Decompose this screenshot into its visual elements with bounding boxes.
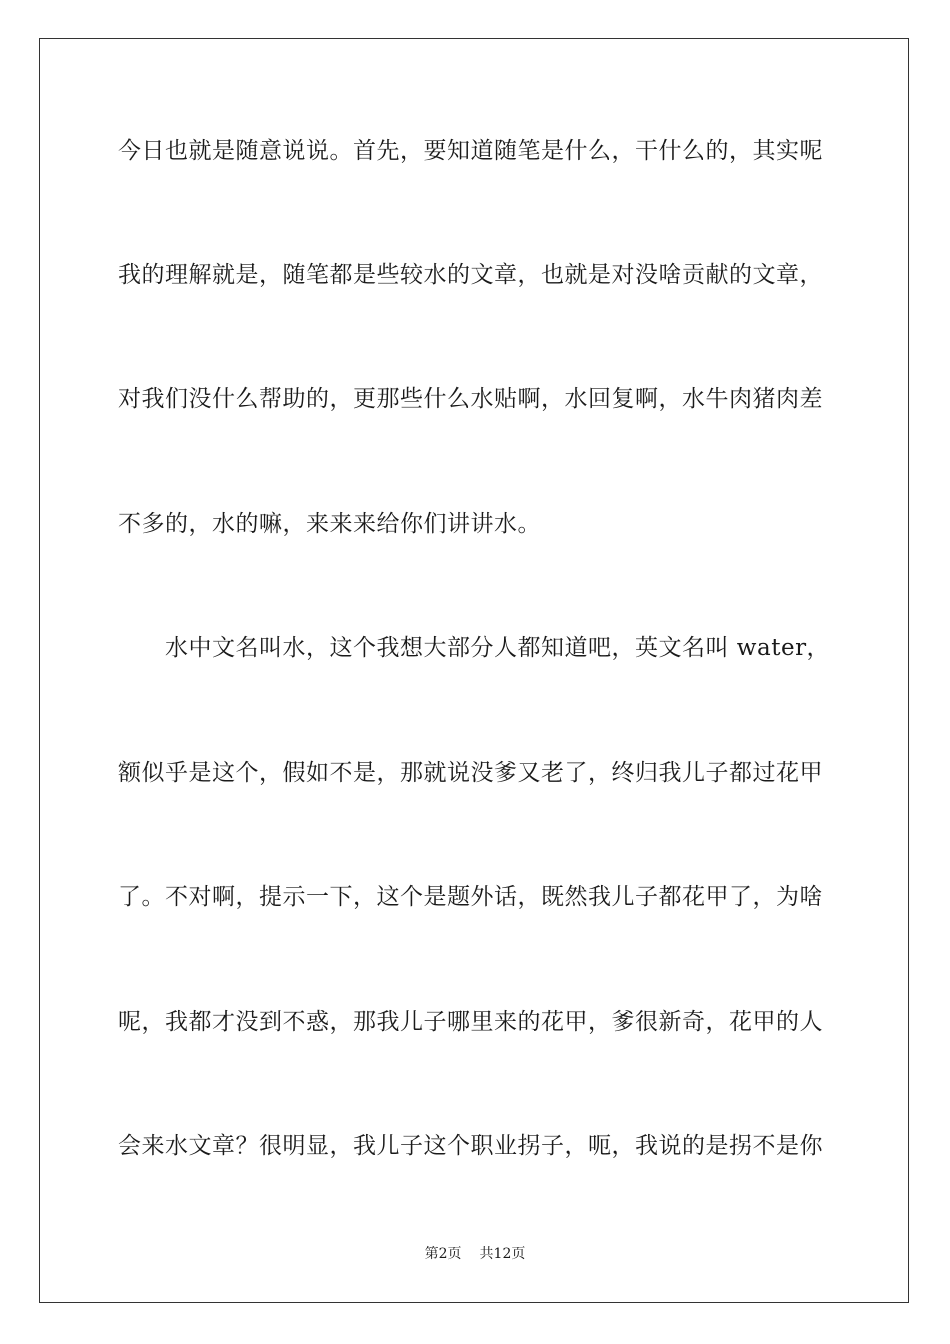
text-line: 对我们没什么帮助的，更那些什么水贴啊，水回复啊，水牛肉猪肉差	[118, 386, 823, 412]
text-line: 今日也就是随意说说。首先，要知道随笔是什么，干什么的，其实呢	[118, 138, 823, 164]
text-line: 会来水文章？很明显，我儿子这个职业拐子，呃，我说的是拐不是你	[118, 1133, 823, 1159]
text-line: 额似乎是这个，假如不是，那就说没爹又老了，终归我儿子都过花甲	[118, 760, 823, 786]
page-number: 第2页	[424, 1246, 462, 1262]
text-line: 呢，我都才没到不惑，那我儿子哪里来的花甲，爹很新奇，花甲的人	[118, 1009, 823, 1035]
page-total: 共12页	[479, 1246, 526, 1262]
text-line: 了。不对啊，提示一下，这个是题外话，既然我儿子都花甲了，为啥	[118, 884, 823, 910]
page-footer	[0, 1244, 950, 1264]
text-line: 我的理解就是，随笔都是些较水的文章，也就是对没啥贡献的文章，	[118, 262, 823, 288]
text-line: 不多的，水的嘛，来来来给你们讲讲水。	[118, 511, 541, 537]
text-line: 水中文名叫水，这个我想大部分人都知道吧，英文名叫 water，	[118, 635, 831, 661]
page-border	[39, 38, 909, 1303]
